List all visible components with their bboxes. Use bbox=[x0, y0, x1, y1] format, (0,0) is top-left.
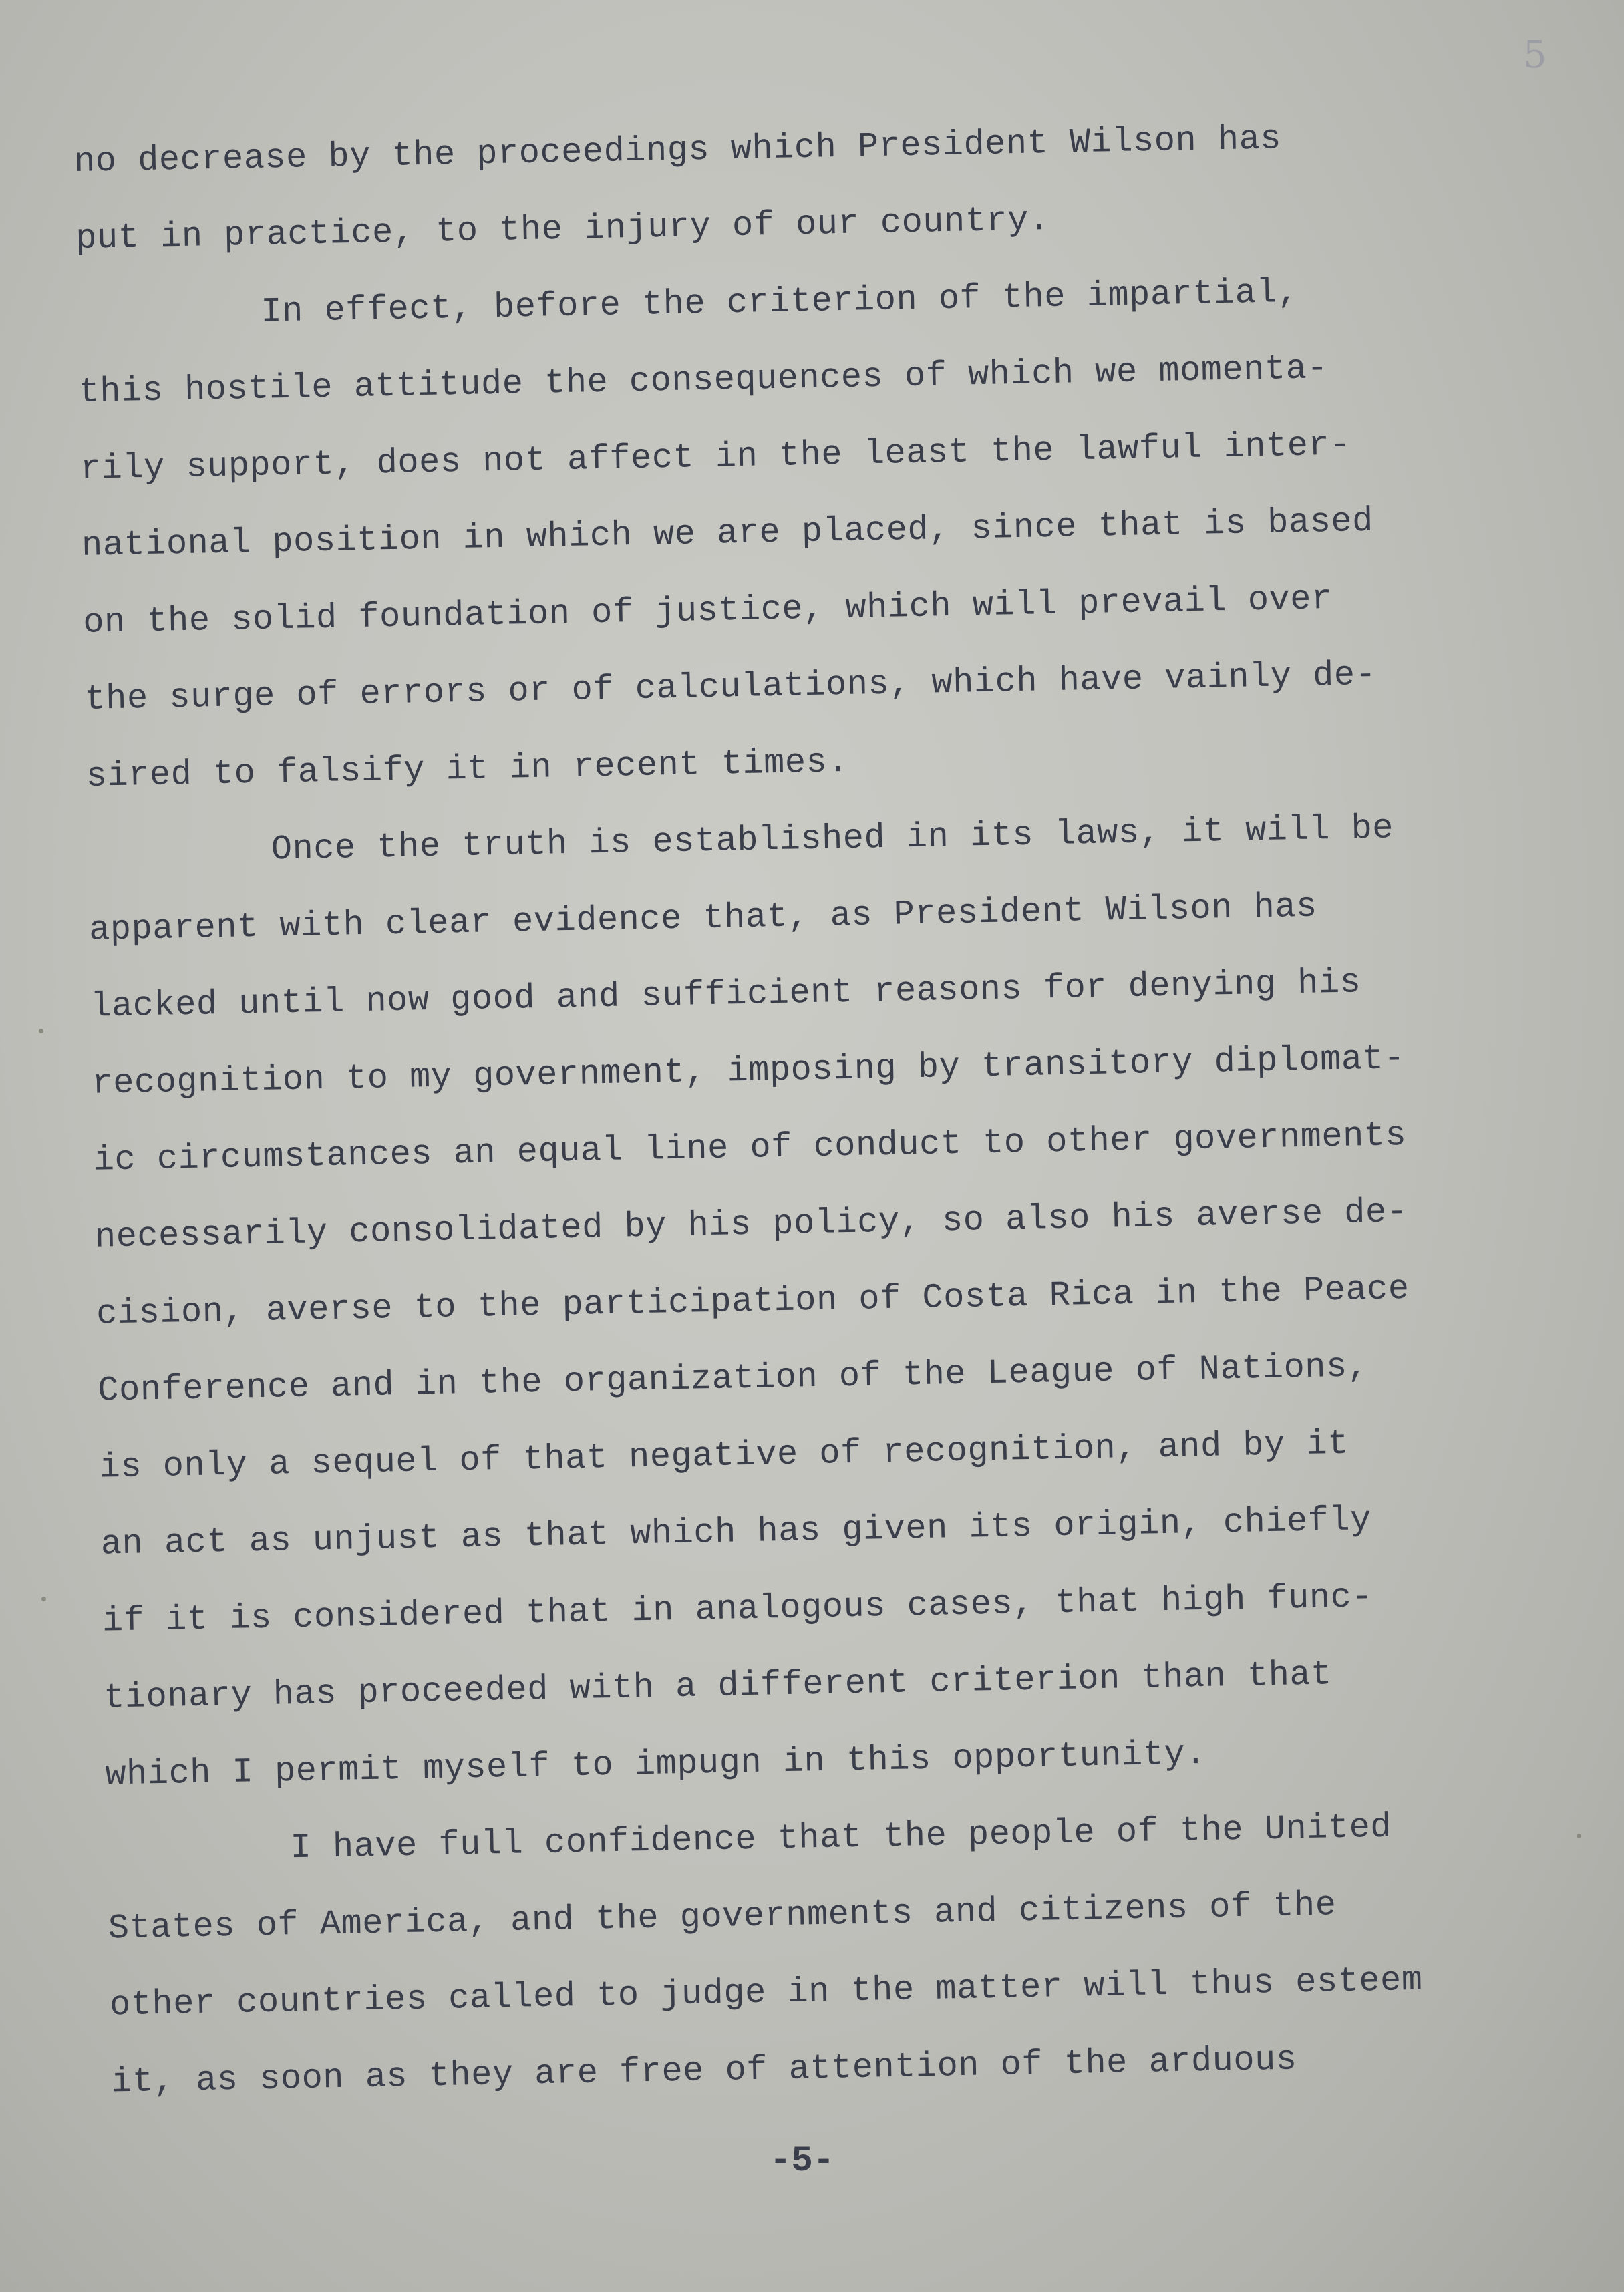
typed-letter-body bbox=[73, 96, 1568, 2120]
text-line: which I permit myself to impugn in this opportunity. bbox=[104, 1734, 1207, 1795]
text-line: this hostile attitude the consequences of which we momenta- bbox=[78, 349, 1329, 412]
text-line: I have full confidence that the people of the United bbox=[290, 1807, 1392, 1868]
text-line: if it is considered that in analogous cases, that high func- bbox=[102, 1577, 1373, 1641]
text-line: tionary has proceeded with a different criterion than that bbox=[103, 1655, 1333, 1718]
text-line: it, as soon as they are free of attention of the arduous bbox=[110, 2039, 1298, 2102]
page-number: -5- bbox=[770, 2141, 835, 2182]
text-line: apparent with clear evidence that, as President Wilson has bbox=[88, 886, 1318, 950]
text-line: on the solid foundation of justice, which will prevail over bbox=[82, 579, 1333, 643]
text-line: ic circumstances an equal line of conduct to other governments bbox=[93, 1115, 1407, 1180]
paper-speck bbox=[41, 1597, 46, 1601]
text-line: national position in which we are placed, since that is based bbox=[81, 501, 1374, 566]
text-line: States of America, and the governments and citizens of the bbox=[108, 1885, 1337, 1949]
text-line: put in practice, to the injury of our country. bbox=[75, 200, 1051, 259]
text-line: cision, averse to the participation of Costa Rica in the Peace bbox=[96, 1269, 1410, 1334]
handwritten-page-mark: 5 bbox=[1523, 33, 1547, 77]
text-line: necessarily consolidated by his policy, so also his averse de- bbox=[94, 1192, 1408, 1257]
text-line: other countries called to judge in the matter will thus esteem bbox=[109, 1960, 1424, 2025]
text-line: sired to falsify it in recent times. bbox=[86, 742, 849, 796]
paper-speck bbox=[1577, 1834, 1581, 1838]
text-line: is only a sequel of that negative of recognition, and by it bbox=[99, 1424, 1349, 1488]
text-line: Once the truth is established in its laws, it will be bbox=[271, 808, 1394, 870]
text-line: In effect, before the criterion of the impartial, bbox=[260, 272, 1299, 332]
paper-speck bbox=[39, 1029, 43, 1033]
text-line: recognition to my government, imposing by transitory diplomat- bbox=[92, 1039, 1406, 1104]
text-line: no decrease by the proceedings which President Wilson has bbox=[73, 119, 1282, 182]
text-line: the surge of errors or of calculations, which have vainly de- bbox=[84, 655, 1377, 719]
text-line: lacked until now good and sufficient reasons for denying his bbox=[90, 963, 1361, 1027]
text-line: an act as unjust as that which has given its origin, chiefly bbox=[100, 1500, 1372, 1565]
text-line: rily support, does not affect in the least the lawful inter- bbox=[79, 425, 1351, 489]
text-line: Conference and in the organization of the League of Nations, bbox=[97, 1347, 1369, 1411]
